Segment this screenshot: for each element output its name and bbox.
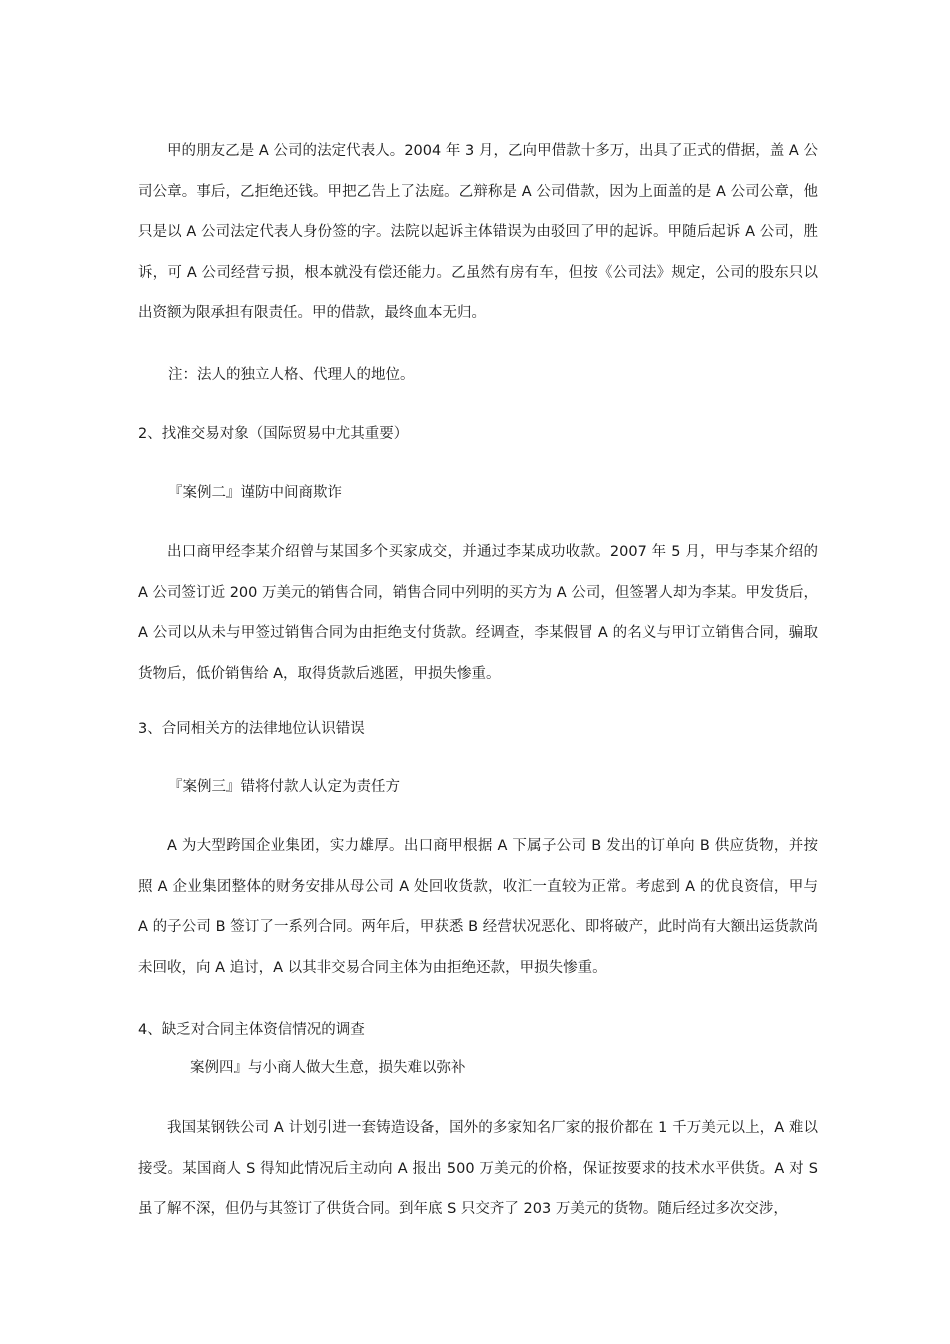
case2-paragraph: 出口商甲经李某介绍曾与某国多个买家成交，并通过李某成功收款。2007 年 5 月，甲与李某介绍的 A 公司签订近 200 万美元的销售合同，销售合同中列明的买方为 A 公司，但签署人却为李某。甲发货后，A 公司以从未与甲签过销售合同为由拒绝支付货款。经调查，李某假冒 A 的名义与甲订立销售合同，骗取货物后，低价销售给 A，取得货款后逃匿，甲损失惨重。 — [138, 544, 818, 682]
case4-title: 案例四』与小商人做大生意，损失难以弥补 — [190, 1060, 466, 1076]
section-heading-3: 3、合同相关方的法律地位认识错误 — [138, 721, 365, 737]
section-heading-4: 4、缺乏对合同主体资信情况的调查 — [138, 1022, 365, 1038]
section-heading-2: 2、找准交易对象（国际贸易中尤其重要） — [138, 426, 409, 442]
case3-title: 『案例三』错将付款人认定为责任方 — [168, 779, 400, 795]
case1-paragraph: 甲的朋友乙是 A 公司的法定代表人。2004 年 3 月，乙向甲借款十多万，出具了正式的借据，盖 A 公司公章。事后，乙拒绝还钱。甲把乙告上了法庭。乙辩称是 A 公司借款，因为上面盖的是 A 公司公章，他只是以 A 公司法定代表人身份签的字。法院以起诉主体错误为由驳回了甲的起诉。甲随后起诉 A 公司，胜诉，可 A 公司经营亏损，根本就没有偿还能力。乙虽然有房有车，但按《公司法》规定，公司的股东只以出资额为限承担有限责任。甲的借款，最终血本无归。 — [138, 143, 818, 321]
note-paragraph: 注：法人的独立人格、代理人的地位。 — [168, 367, 415, 383]
case4-paragraph: 我国某钢铁公司 A 计划引进一套铸造设备，国外的多家知名厂家的报价都在 1 千万美元以上，A 难以接受。某国商人 S 得知此情况后主动向 A 报出 500 万美元的价格，保证按要求的技术水平供货。A 对 S 虽了解不深，但仍与其签订了供货合同。到年底 S 只交齐了 203 万美元的货物。随后经过多次交涉， — [138, 1120, 818, 1217]
case2-title: 『案例二』谨防中间商欺诈 — [168, 485, 342, 501]
case3-paragraph: A 为大型跨国企业集团，实力雄厚。出口商甲根据 A 下属子公司 B 发出的订单向 B 供应货物，并按照 A 企业集团整体的财务安排从母公司 A 处回收货款，收汇一直较为正常。考虑到 A 的优良资信，甲与 A 的子公司 B 签订了一系列合同。两年后，甲获悉 B 经营状况恶化、即将破产，此时尚有大额出运货款尚未回收，向 A 追讨，A 以其非交易合同主体为由拒绝还款，甲损失惨重。 — [138, 838, 818, 976]
